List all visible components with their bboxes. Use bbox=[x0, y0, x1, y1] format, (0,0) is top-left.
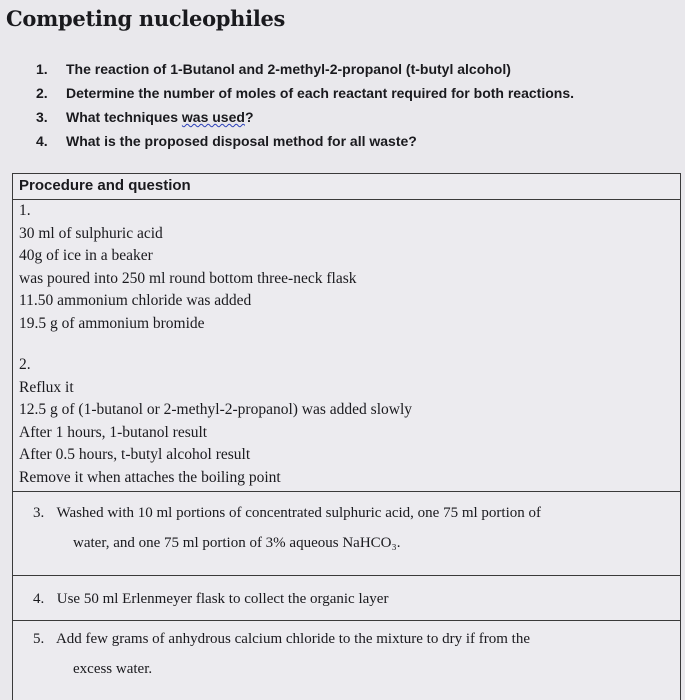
step-line: 40g of ice in a beaker bbox=[19, 247, 153, 265]
question-item bbox=[36, 82, 574, 106]
question-list bbox=[36, 58, 574, 154]
step-line: water, and one 75 ml portion of 3% aqueous NaHCO₃. bbox=[73, 535, 401, 551]
step-line: After 0.5 hours, t-butyl alcohol result bbox=[19, 446, 251, 464]
step-line: After 1 hours, 1-butanol result bbox=[19, 423, 208, 441]
step-number: 2. bbox=[19, 356, 31, 373]
step-line: Add few grams of anhydrous calcium chloride to the mixture to dry if from the bbox=[55, 631, 530, 647]
step-line: 19.5 g of ammonium bromide bbox=[19, 314, 205, 332]
spellcheck-underlined-text: was used bbox=[181, 109, 245, 125]
question-text: Determine the number of moles of each reactant required for both reactions. bbox=[66, 85, 574, 101]
question-text: What techniques bbox=[66, 109, 182, 125]
procedure-table bbox=[12, 173, 681, 700]
step-line: was poured into 250 ml round bottom three-neck flask bbox=[19, 269, 357, 287]
step-number: 1. bbox=[19, 202, 31, 219]
question-number: 1. bbox=[36, 61, 48, 77]
question-text: What is the proposed disposal method for all waste? bbox=[66, 133, 417, 149]
step-line: 11.50 ammonium chloride was added bbox=[19, 292, 252, 310]
step-5 bbox=[13, 620, 680, 684]
question-item bbox=[36, 58, 574, 82]
question-item bbox=[36, 106, 574, 130]
step-line: Remove it when attaches the boiling point bbox=[19, 468, 281, 486]
question-item bbox=[36, 130, 574, 154]
step-line: Use 50 ml Erlenmeyer flask to collect the organic layer bbox=[56, 591, 389, 607]
step-number: 4. bbox=[33, 591, 45, 607]
step-line: Washed with 10 ml portions of concentrated sulphuric acid, one 75 ml portion of bbox=[56, 505, 542, 521]
step-number: 5. bbox=[33, 631, 45, 647]
table-header: Procedure and question bbox=[13, 174, 680, 200]
question-number: 4. bbox=[36, 133, 48, 149]
step-3 bbox=[13, 491, 680, 558]
step-line: excess water. bbox=[73, 661, 153, 677]
question-text-end: ? bbox=[244, 109, 254, 125]
question-number: 3. bbox=[36, 109, 48, 125]
step-number: 3. bbox=[33, 505, 45, 521]
step-line: 12.5 g of (1-butanol or 2-methyl-2-propanol) was added slowly bbox=[19, 401, 413, 419]
step-4 bbox=[13, 575, 680, 614]
step-line: 30 ml of sulphuric acid bbox=[19, 224, 163, 242]
question-text: The reaction of 1-Butanol and 2-methyl-2-propanol (t-butyl alcohol) bbox=[66, 61, 511, 77]
step-line: Reflux it bbox=[19, 378, 74, 396]
step-1 bbox=[19, 200, 680, 336]
question-number: 2. bbox=[36, 85, 48, 101]
page-title: Competing nucleophiles bbox=[6, 6, 286, 31]
step-2 bbox=[19, 354, 680, 490]
